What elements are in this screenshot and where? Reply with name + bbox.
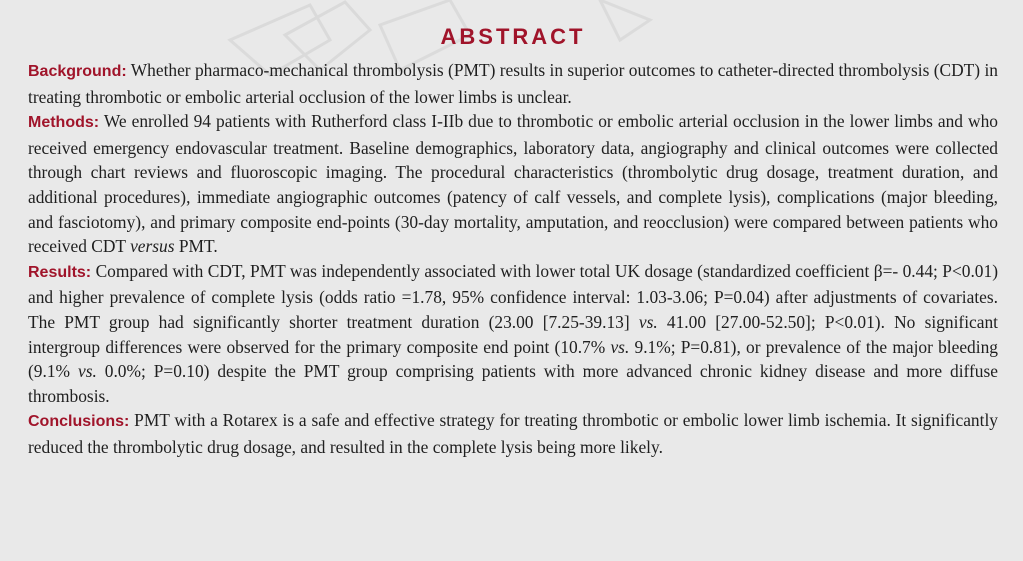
methods-paragraph	[28, 109, 998, 259]
results-text-2: 41.00 [27.00-52.50]; P<0.01). No significant intergroup differences were observed for the primary composite end point (10.7%	[28, 311, 998, 357]
conclusions-heading: Conclusions:	[28, 413, 130, 431]
methods-text: We enrolled 94 patients with Rutherford class I-IIb due to thrombotic or embolic arterial occlusion in the lower limbs and who received emergency endovascular treatment. Baseline demographics, laboratory data, angiography and clinical outcomes were collected through chart reviews and fluoroscopic imaging. The procedural characteristics (thrombolytic drug dosage, treatment duration, and additional procedures), immediate angiographic outcomes (patency of calf vessels, and complete lysis), complications (major bleeding, and fasciotomy), and primary composite end-points (30-day mortality, amputation, and reocclusion) were compared between patients who received CDT	[28, 111, 998, 257]
abstract-title: ABSTRACT	[440, 24, 586, 49]
results-text-3: 9.1%; P=0.81), or prevalence of the major bleeding (9.1%	[28, 336, 998, 382]
abstract-container	[28, 22, 998, 460]
background-heading: Background:	[28, 63, 127, 80]
results-text-4: 0.0%; P=0.10) despite the PMT group comprising patients with more advanced chronic kidney disease and more diffuse thrombosis.	[28, 361, 998, 406]
methods-heading: Methods:	[28, 114, 100, 132]
conclusions-text: PMT with a Rotarex is a safe and effective strategy for treating thrombotic or embolic lower limb ischemia. It significantly reduced the thrombolytic drug dosage, and resulted in the complete lysis being more likely.	[28, 410, 998, 457]
conclusions-paragraph	[28, 408, 998, 459]
results-heading: Results:	[28, 263, 92, 281]
methods-versus: versus	[130, 236, 175, 257]
results-vs-1: vs.	[638, 311, 658, 332]
results-vs-2: vs.	[610, 336, 630, 357]
results-text-1: Compared with CDT, PMT was independently associated with lower total UK dosage (standardized coefficient β=- 0.44; P<0.01) and higher prevalence of complete lysis (odds ratio =1.78, 95% confidence interval: 1.03-3.06; P=0.04) after adjustments of covariates. The PMT group had significantly shorter treatment duration (23.00 [7.25-39.13]	[28, 260, 998, 332]
results-paragraph	[28, 259, 998, 409]
background-paragraph	[28, 58, 998, 109]
background-text: Whether pharmaco-mechanical thrombolysis (PMT) results in superior outcomes to catheter-directed thrombolysis (CDT) in treating thrombotic or embolic arterial occlusion of the lower limbs is unclear.	[28, 60, 998, 107]
methods-text-end: PMT.	[178, 236, 218, 257]
results-vs-3: vs.	[77, 361, 97, 382]
